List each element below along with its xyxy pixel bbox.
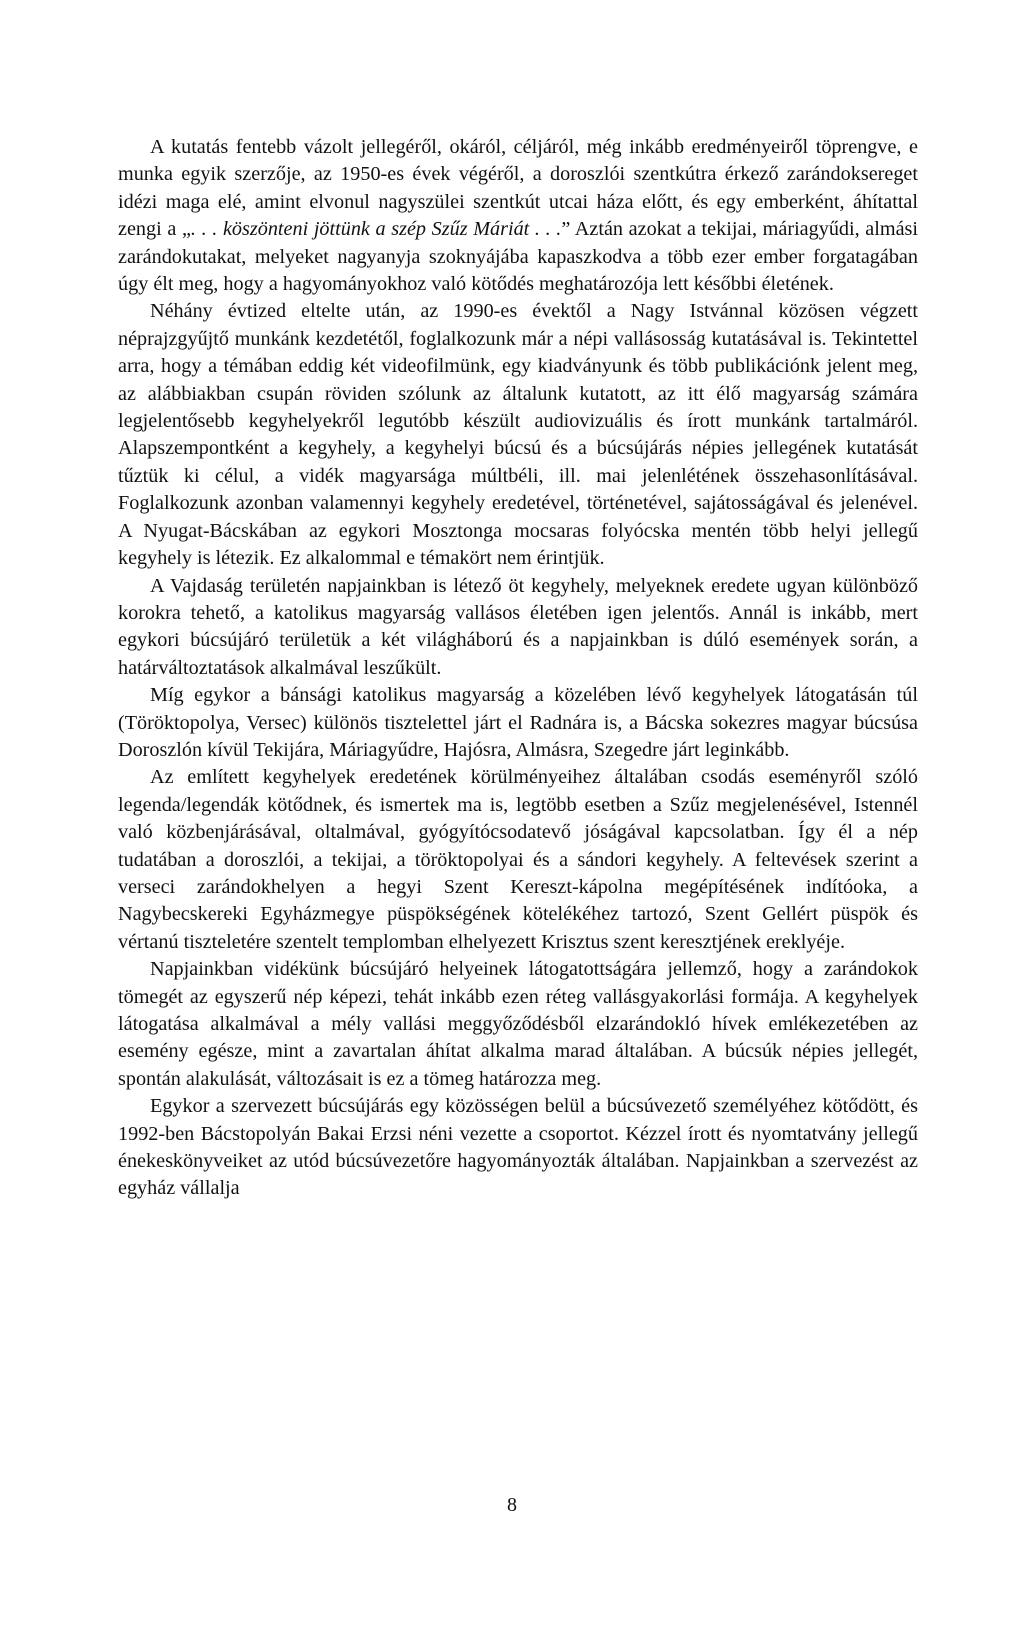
paragraph-2: Néhány évtized eltelte után, az 1990-es évektől a Nagy Istvánnal közösen végzett néprajzgyűjtő munkánk kezdetétől, foglalkozunk már a népi vallásosság kutatásával is. Tekintettel arra, hogy a témában eddig két videofilmünk, egy kiadványunk és több publikációnk jelent meg, az alábbiakban csupán röviden szólunk az általunk kutatott, az itt élő magyarság számára legjelentősebb kegyhelyekről legutóbb készült audiovizuális és írott munkánk tartalmáról. Alapszempontként a kegyhely, a kegyhelyi búcsú és a búcsújárás népies jellegének kutatását tűztük ki célul, a vidék magyarsága múltbéli, ill. mai jelenlétének összehasonlításával. Foglalkozunk azonban valamennyi kegyhely eredetével, történetével, sajátosságával és jelenével. A Nyugat-Bácskában az egykori Mosztonga mocsaras folyócska mentén több helyi jellegű kegyhely is létezik. Ez alkalommal e témakört nem érintjük. bbox=[118, 300, 918, 570]
paragraph-7: Egykor a szervezett búcsújárás egy közösségen belül a búcsúvezető személyéhez kötődött, és 1992-ben Bácstopolyán Bakai Erzsi néni vezette a csoportot. Kézzel írott és nyomtatvány jellegű énekeskönyveiket az utód búcsúvezetőre hagyományozták általában. Napjainkban a szervezést az egyház vállalja bbox=[118, 1095, 918, 1200]
paragraph-6: Napjainkban vidékünk búcsújáró helyeinek látogatottságára jellemző, hogy a zarándokok tömegét az egyszerű nép képezi, tehát inkább ezen réteg vallásgyakorlási formája. A kegyhelyek látogatása alkalmával a mély vallási meggyőződésből elzarándokló hívek emlékezetében az esemény egésze, mint a zavartalan áhítat alkalma marad általában. A búcsúk népies jellegét, spontán alakulását, változásait is ez a tömeg határozza meg. bbox=[118, 958, 918, 1090]
page-number: 8 bbox=[507, 1494, 517, 1516]
paragraph-1-text-start: A kutatás fentebb vázolt jellegéről, okáról, céljáról, még inkább eredményeiről töprengve, e munka egyik szerzője, az 1950-es évek végéről, a doroszlói szentkútra érkező zarándoksereget idézi maga elé, amint elvonul nagyszülei szentkút utcai háza előtt, és egy emberként, áhítattal zengi a „ bbox=[118, 136, 918, 241]
paragraph-5: Az említett kegyhelyek eredetének körülményeihez általában csodás eseményről szóló legenda/legendák kötődnek, és ismertek ma is, legtöbb esetben a Szűz megjelenésével, Istennél való közbenjárásával, oltalmával, gyógyítócsodatevő jóságával kapcsolatban. Így él a nép tudatában a doroszlói, a tekijai, a töröktopolyai és a sándori kegyhely. A feltevések szerint a verseci zarándokhelyen a hegyi Szent Kereszt-kápolna megépítésének indítóoka, a Nagybecskereki Egyházmegye püspökségének kötelékéhez tartozó, Szent Gellért püspök és vértanú tiszteletére szentelt templomban elhelyezett Krisztus szent keresztjének ereklyéje. bbox=[118, 766, 918, 953]
paragraph-3: A Vajdaság területén napjainkban is létező öt kegyhely, melyeknek eredete ugyan különböző korokra tehető, a katolikus magyarság vallásos életében igen jelentős. Annál is inkább, mert egykori búcsújáró területük a két világháború és a napjainkban is dúló események során, a határváltoztatások alkalmával leszűkült. bbox=[118, 574, 918, 679]
page-body bbox=[118, 134, 918, 1203]
paragraph-4: Míg egykor a bánsági katolikus magyarság a közelében lévő kegyhelyek látogatásán túl (Töröktopolya, Versec) különös tisztelettel járt el Radnára is, a Bácska sokezres magyar búcsúsa Doroszlón kívül Tekijára, Máriagyűdre, Hajósra, Almásra, Szegedre járt leginkább. bbox=[118, 684, 918, 761]
paragraph-1-text-end: ” Aztán azokat a tekijai, máriagyűdi, almási zarándokutakat, melyeket nagyanyja szoknyájába kapaszkodva a több ezer ember forgatagában úgy élt meg, hogy a hagyományokhoz való kötődés meghatározója lett későbbi életének. bbox=[118, 218, 918, 296]
paragraph-1-song-quote: . . . köszönteni jöttünk a szép Szűz Máriát . . . bbox=[190, 218, 562, 241]
paragraph-1 bbox=[118, 134, 918, 298]
